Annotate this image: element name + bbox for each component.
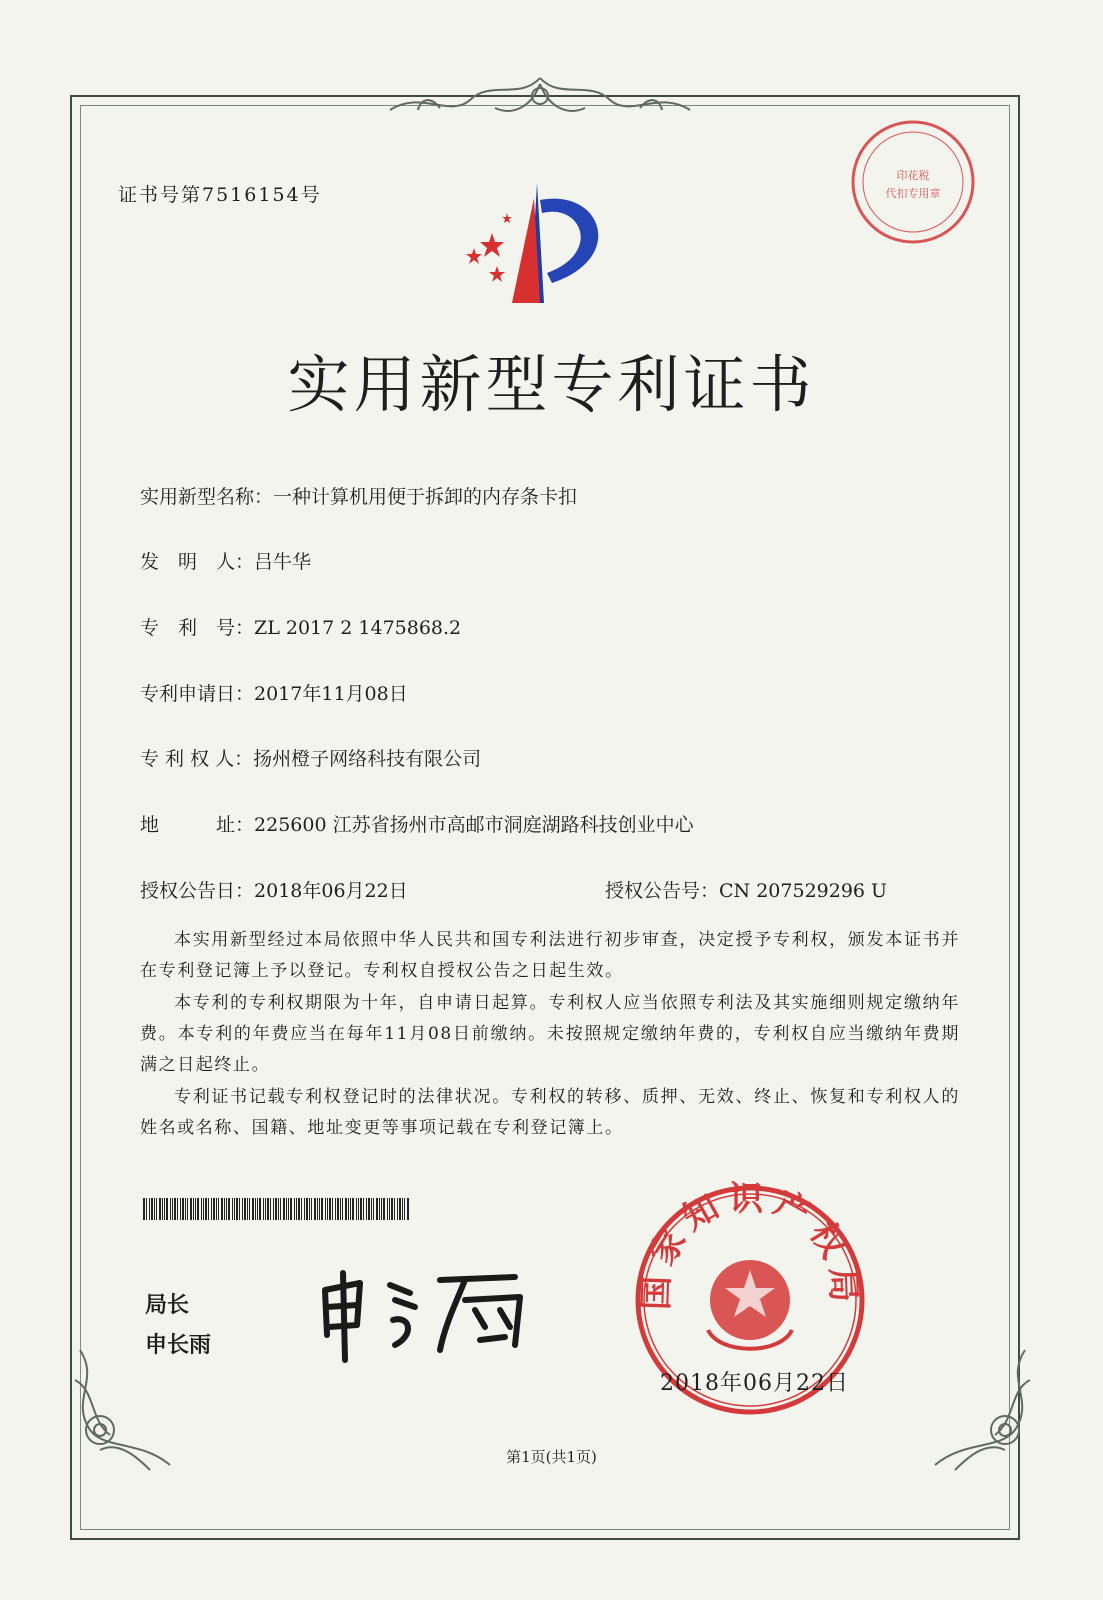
grant-date-label: 授权公告日： bbox=[140, 880, 255, 902]
address bbox=[140, 810, 694, 837]
grant-date bbox=[140, 876, 408, 903]
tax-stamp-seal-icon bbox=[848, 117, 978, 247]
grant-number-value: CN 207529296 U bbox=[719, 880, 888, 902]
filing-date-label: 专利申请日： bbox=[140, 683, 255, 705]
patentee-value: 扬州橙子网络科技有限公司 bbox=[253, 748, 482, 770]
certificate-number: 证书号第7516154号 bbox=[118, 184, 322, 206]
address-value: 225600 江苏省扬州市高邮市洞庭湖路科技创业中心 bbox=[254, 814, 694, 836]
grant-number-label: 授权公告号： bbox=[605, 880, 720, 902]
filing-date bbox=[140, 679, 408, 706]
patent-number bbox=[140, 613, 461, 640]
seal-date: 2018年06月22日 bbox=[660, 1371, 849, 1396]
utility-model-name-value: 一种计算机用便于拆卸的内存条卡扣 bbox=[273, 486, 578, 508]
paragraph-grant: 本实用新型经过本局依照中华人民共和国专利法进行初步审查，决定授予专利权，颁发本证书并在专利登记簿上予以登记。专利权自授权公告之日起生效。 bbox=[140, 930, 960, 981]
utility-model-name-label: 实用新型名称： bbox=[140, 486, 274, 508]
page-number: 第1页(共1页) bbox=[506, 1448, 597, 1466]
grant-number bbox=[605, 876, 887, 903]
utility-model-name bbox=[140, 482, 577, 509]
director-title: 局长 bbox=[145, 1293, 190, 1318]
grant-date-value: 2018年06月22日 bbox=[254, 880, 408, 902]
patent-number-value: ZL 2017 2 1475868.2 bbox=[254, 617, 462, 639]
address-label: 地 址： bbox=[140, 814, 255, 836]
patent-office-logo-icon bbox=[452, 178, 622, 313]
patentee bbox=[140, 744, 481, 771]
paragraph-term: 本专利的专利权期限为十年，自申请日起算。专利权人应当依照专利法及其实施细则规定缴纳年费。本专利的年费应当在每年11月08日前缴纳。未按照规定缴纳年费的，专利权自应当缴纳年费期满之日起终止。 bbox=[140, 993, 960, 1075]
svg-text:印花税: 印花税 bbox=[896, 169, 930, 182]
director-signature-icon bbox=[315, 1265, 545, 1365]
barcode-icon bbox=[143, 1198, 411, 1220]
paragraph-legal-status: 专利证书记载专利权登记时的法律状况。专利权的转移、质押、无效、终止、恢复和专利权人的姓名或名称、国籍、地址变更等事项记载在专利登记簿上。 bbox=[140, 1087, 960, 1138]
inventor bbox=[140, 547, 311, 574]
top-ornament-icon bbox=[380, 70, 700, 130]
filing-date-value: 2017年11月08日 bbox=[254, 683, 408, 705]
director-name: 申长雨 bbox=[145, 1333, 212, 1358]
inventor-label: 发 明 人： bbox=[140, 551, 255, 573]
patentee-label: 专 利 权 人： bbox=[140, 748, 254, 770]
seal-text: 国家知识产权局 bbox=[636, 1180, 864, 1311]
svg-text:代扣专用章: 代扣专用章 bbox=[885, 187, 941, 200]
inventor-value: 吕牛华 bbox=[254, 551, 312, 573]
page-title: 实用新型专利证书 bbox=[287, 348, 816, 421]
patent-number-label: 专 利 号： bbox=[140, 617, 255, 639]
